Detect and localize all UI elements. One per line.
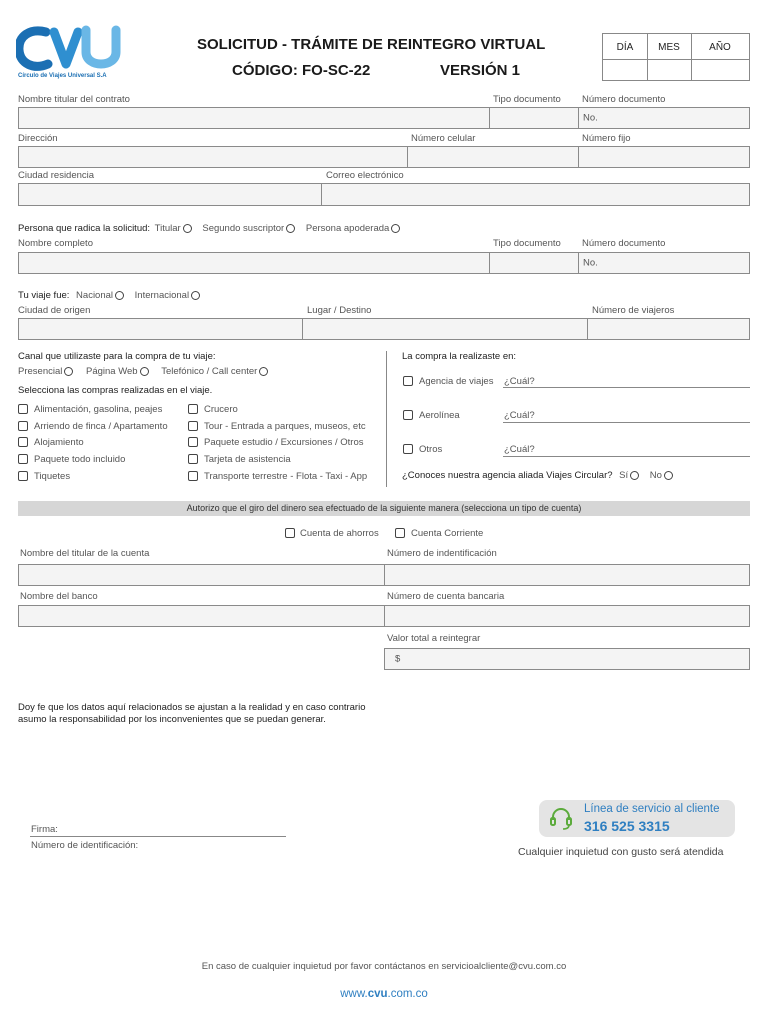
- checkbox-arriendo[interactable]: [18, 421, 28, 431]
- account-id-label: Número de indentificación: [387, 548, 497, 559]
- segundo-radio[interactable]: [286, 224, 295, 233]
- headset-icon: [549, 806, 573, 832]
- ally-yes-radio[interactable]: [630, 471, 639, 480]
- origin-label: Ciudad de origen: [18, 305, 91, 316]
- travelers-field[interactable]: [587, 318, 750, 340]
- holder-doc-type-label: Tipo documento: [493, 94, 561, 105]
- checkbox-alimentacion[interactable]: [18, 404, 28, 414]
- item-tiquetes: Tiquetes: [34, 471, 71, 482]
- checkbox-tiquetes[interactable]: [18, 471, 28, 481]
- channel-question: Canal que utilizaste para la compra de tu viaje:: [18, 351, 216, 362]
- which-aerolinea-label: ¿Cuál?: [504, 410, 535, 421]
- option-internacional[interactable]: Internacional: [135, 290, 200, 301]
- account-number-field[interactable]: [384, 605, 750, 627]
- service-phone[interactable]: 316 525 3315: [584, 818, 670, 834]
- web-radio[interactable]: [140, 367, 149, 376]
- phone-label: Número fijo: [582, 133, 631, 144]
- checkbox-alojamiento[interactable]: [18, 437, 28, 447]
- checkbox-estudio[interactable]: [188, 437, 198, 447]
- checkbox-paquete[interactable]: [18, 454, 28, 464]
- declaration-line-1: Doy fe que los datos aquí relacionados se ajustan a la realidad y en caso contrario: [18, 702, 366, 713]
- logo: [16, 24, 126, 86]
- city-field[interactable]: [18, 183, 322, 206]
- bank-banner: [18, 501, 750, 516]
- account-corriente: Cuenta Corriente: [411, 528, 484, 539]
- form-code: CÓDIGO: FO-SC-22: [232, 62, 371, 79]
- signature-label: Firma:: [31, 824, 58, 835]
- which-aerolinea-line[interactable]: [503, 422, 750, 423]
- email-label: Correo electrónico: [326, 170, 404, 181]
- total-placeholder: $: [395, 653, 401, 665]
- signature-id-label: Número de identificación:: [31, 840, 139, 851]
- service-note: Cualquier inquietud con gusto será atendida: [518, 846, 724, 858]
- ally-yes[interactable]: Sí: [619, 470, 639, 481]
- cvu-logo-icon: [16, 24, 122, 72]
- holder-doc-type-field[interactable]: [489, 107, 579, 129]
- item-alojamiento: Alojamiento: [34, 437, 84, 448]
- phone-field[interactable]: [578, 146, 750, 168]
- account-holder-label: Nombre del titular de la cuenta: [20, 548, 150, 559]
- date-table: [602, 33, 750, 81]
- email-field[interactable]: [321, 183, 750, 206]
- channel-web[interactable]: Página Web: [86, 366, 149, 377]
- where-label: La compra la realizaste en:: [402, 351, 517, 362]
- total-label: Valor total a reintegrar: [387, 633, 481, 644]
- bank-banner-text: Autorizo que el giro del dinero sea efectuado de la siguiente manera (selecciona un tipo de cuenta): [186, 503, 582, 513]
- option-titular[interactable]: Titular: [155, 223, 192, 234]
- nacional-radio[interactable]: [115, 291, 124, 300]
- option-apoderada[interactable]: Persona apoderada: [306, 223, 400, 234]
- address-field[interactable]: [18, 146, 408, 168]
- item-asistencia: Tarjeta de asistencia: [204, 454, 291, 465]
- address-label: Dirección: [18, 133, 58, 144]
- travelers-label: Número de viajeros: [592, 305, 675, 316]
- checkbox-aerolinea[interactable]: [403, 410, 413, 420]
- logo-subtitle: Círculo de Viajes Universal S.A: [18, 73, 107, 79]
- ally-no-radio[interactable]: [664, 471, 673, 480]
- account-ahorros: Cuenta de ahorros: [300, 528, 379, 539]
- applicant-name-label: Nombre completo: [18, 238, 93, 249]
- item-tour: Tour - Entrada a parques, museos, etc: [204, 421, 366, 432]
- callcenter-radio[interactable]: [259, 367, 268, 376]
- checkbox-ahorros[interactable]: [285, 528, 295, 538]
- date-month-header: MES: [658, 42, 680, 53]
- form-title: SOLICITUD - TRÁMITE DE REINTEGRO VIRTUAL: [197, 36, 546, 53]
- where-otros: Otros: [419, 444, 443, 455]
- applicant-question: Persona que radica la solicitud: Titular Segundo suscriptor Persona apoderada: [18, 223, 400, 234]
- item-crucero: Crucero: [204, 404, 238, 415]
- account-holder-field[interactable]: [18, 564, 385, 586]
- date-year-header: AÑO: [709, 42, 731, 53]
- holder-name-field[interactable]: [18, 107, 490, 129]
- option-segundo[interactable]: Segundo suscriptor: [202, 223, 295, 234]
- footer-contact: En caso de cualquier inquietud por favor contáctanos en servicioalcliente@cvu.com.co: [201, 961, 567, 972]
- titular-radio[interactable]: [183, 224, 192, 233]
- presencial-radio[interactable]: [64, 367, 73, 376]
- trip-question: Tu viaje fue: Nacional Internacional: [18, 290, 200, 301]
- footer-url[interactable]: www.cvu.com.co: [340, 988, 428, 1000]
- purchases-select-label: Selecciona las compras realizadas en el viaje.: [18, 385, 213, 396]
- channel-presencial[interactable]: Presencial: [18, 366, 73, 377]
- holder-doc-number-field[interactable]: [578, 107, 750, 129]
- item-transporte: Transporte terrestre - Flota - Taxi - App: [204, 471, 368, 482]
- mobile-label: Número celular: [411, 133, 476, 144]
- checkbox-asistencia[interactable]: [188, 454, 198, 464]
- checkbox-agencia[interactable]: [403, 376, 413, 386]
- service-title: Línea de servicio al cliente: [584, 803, 720, 815]
- item-estudio: Paquete estudio / Excursiones / Otros: [204, 437, 364, 448]
- where-agencia: Agencia de viajes: [419, 376, 494, 387]
- applicant-name-field[interactable]: [18, 252, 490, 274]
- total-field[interactable]: [384, 648, 750, 670]
- applicant-doc-type-field[interactable]: [489, 252, 579, 274]
- applicant-doc-number-placeholder: No.: [583, 257, 598, 269]
- declaration-line-2: asumo la responsabilidad por los inconvenientes que se puedan generar.: [18, 714, 326, 725]
- account-id-field[interactable]: [384, 564, 750, 586]
- applicant-doc-number-label: Número documento: [582, 238, 666, 249]
- applicant-doc-type-label: Tipo documento: [493, 238, 561, 249]
- bank-name-label: Nombre del banco: [20, 591, 98, 602]
- checkbox-otros[interactable]: [403, 444, 413, 454]
- which-agencia-line[interactable]: [503, 387, 750, 388]
- item-alimentacion: Alimentación, gasolina, peajes: [34, 404, 163, 415]
- mobile-field[interactable]: [407, 146, 579, 168]
- doc-number-placeholder: No.: [583, 112, 598, 124]
- column-divider: [386, 351, 387, 487]
- option-nacional[interactable]: Nacional: [76, 290, 124, 301]
- channel-phone[interactable]: Telefónico / Call center: [161, 366, 268, 377]
- apoderada-radio[interactable]: [391, 224, 400, 233]
- checkbox-crucero[interactable]: [188, 404, 198, 414]
- form-version: VERSIÓN 1: [440, 62, 521, 79]
- checkbox-tour[interactable]: [188, 421, 198, 431]
- channel-options: [18, 366, 268, 377]
- checkbox-corriente[interactable]: [395, 528, 405, 538]
- city-label: Ciudad residencia: [18, 170, 95, 181]
- origin-field[interactable]: [18, 318, 303, 340]
- ally-no[interactable]: No: [650, 470, 673, 481]
- holder-name-label: Nombre titular del contrato: [18, 94, 130, 105]
- checkbox-transporte[interactable]: [188, 471, 198, 481]
- destination-label: Lugar / Destino: [307, 305, 372, 316]
- signature-line[interactable]: [30, 836, 286, 837]
- applicant-doc-number-field[interactable]: [578, 252, 750, 274]
- ally-question: ¿Conoces nuestra agencia aliada Viajes Circular? Sí No: [402, 470, 673, 481]
- service-box: [539, 800, 735, 837]
- destination-field[interactable]: [302, 318, 588, 340]
- bank-name-field[interactable]: [18, 605, 385, 627]
- which-otros-line[interactable]: [503, 456, 750, 457]
- holder-doc-number-label: Número documento: [582, 94, 666, 105]
- item-arriendo: Arriendo de finca / Apartamento: [34, 421, 168, 432]
- account-number-label: Número de cuenta bancaria: [387, 591, 505, 602]
- item-paquete: Paquete todo incluido: [34, 454, 126, 465]
- date-day-header: DÍA: [616, 42, 634, 53]
- where-aerolinea: Aerolínea: [419, 410, 460, 421]
- which-otros-label: ¿Cuál?: [504, 444, 535, 455]
- internacional-radio[interactable]: [191, 291, 200, 300]
- which-agencia-label: ¿Cuál?: [504, 376, 535, 387]
